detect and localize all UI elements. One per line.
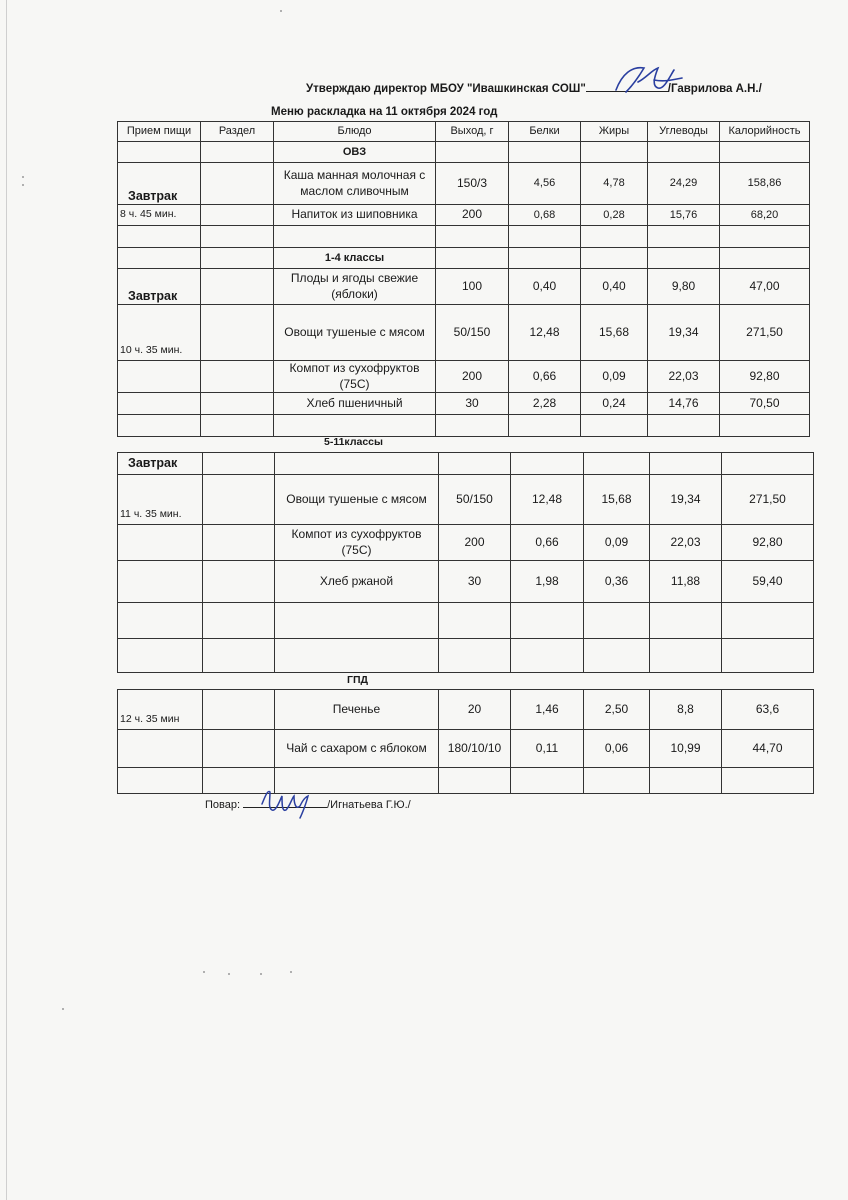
meal-name: Завтрак <box>118 453 203 475</box>
carbs-cell: 15,76 <box>648 205 720 226</box>
dish-name: Компот из сухофруктов (75С) <box>274 361 436 393</box>
fat-cell: 0,40 <box>581 269 648 305</box>
fat-cell: 2,50 <box>584 690 650 730</box>
meal-time: 12 ч. 35 мин <box>118 690 203 730</box>
dish-name: Каша манная молочная с маслом сливочным <box>274 163 436 205</box>
yield-cell: 150/3 <box>436 163 509 205</box>
yield-cell: 50/150 <box>436 305 509 361</box>
table-row <box>118 205 810 226</box>
scan-speck <box>228 973 230 975</box>
cook-label: Повар: <box>205 799 241 811</box>
kcal-cell: 47,00 <box>720 269 810 305</box>
menu-table-gpd <box>117 689 814 794</box>
dish-name: Компот из сухофруктов (75С) <box>275 525 439 561</box>
kcal-cell: 63,6 <box>722 690 814 730</box>
section-title-5-11: 5-11классы <box>324 436 383 448</box>
fat-cell: 0,06 <box>584 730 650 768</box>
col-header: Выход, г <box>436 122 509 142</box>
dish-name: Овощи тушеные с мясом <box>274 305 436 361</box>
protein-cell: 0,66 <box>511 525 584 561</box>
protein-cell: 0,68 <box>509 205 581 226</box>
table-row <box>118 453 814 475</box>
cook-name: /Игнатьева Г.Ю./ <box>327 799 411 811</box>
table-row <box>118 163 810 205</box>
dish-name: Чай с сахаром с яблоком <box>275 730 439 768</box>
kcal-cell: 70,50 <box>720 393 810 415</box>
col-header: Прием пищи <box>118 122 201 142</box>
protein-cell: 0,40 <box>509 269 581 305</box>
scan-edge <box>6 0 7 1200</box>
dish-name: Овощи тушеные с мясом <box>275 475 439 525</box>
approval-line <box>306 81 762 95</box>
carbs-cell: 10,99 <box>650 730 722 768</box>
kcal-cell: 92,80 <box>720 361 810 393</box>
empty-row <box>118 639 814 673</box>
yield-cell: 50/150 <box>439 475 511 525</box>
fat-cell: 15,68 <box>581 305 648 361</box>
meal-time: 11 ч. 35 мин. <box>118 475 203 525</box>
protein-cell: 4,56 <box>509 163 581 205</box>
scan-speck <box>203 971 205 973</box>
protein-cell: 0,66 <box>509 361 581 393</box>
meal-name: Завтрак <box>118 163 201 205</box>
carbs-cell: 9,80 <box>648 269 720 305</box>
protein-cell: 0,11 <box>511 730 584 768</box>
meal-time: 8 ч. 45 мин. <box>118 205 201 226</box>
col-header: Блюдо <box>274 122 436 142</box>
table-row <box>118 269 810 305</box>
scan-speck <box>290 971 292 973</box>
table-header-row <box>118 122 810 142</box>
section-title-gpd: ГПД <box>347 674 368 686</box>
dish-name: Хлеб пшеничный <box>274 393 436 415</box>
fat-cell: 15,68 <box>584 475 650 525</box>
dish-name: Печенье <box>275 690 439 730</box>
yield-cell: 30 <box>436 393 509 415</box>
carbs-cell: 14,76 <box>648 393 720 415</box>
meal-time: 10 ч. 35 мин. <box>118 305 201 361</box>
yield-cell: 200 <box>436 361 509 393</box>
menu-table-main <box>117 121 810 437</box>
empty-row <box>118 603 814 639</box>
protein-cell: 1,46 <box>511 690 584 730</box>
empty-row <box>118 768 814 794</box>
kcal-cell: 68,20 <box>720 205 810 226</box>
yield-cell: 100 <box>436 269 509 305</box>
yield-cell: 20 <box>439 690 511 730</box>
fat-cell: 0,36 <box>584 561 650 603</box>
carbs-cell: 22,03 <box>650 525 722 561</box>
cook-signature <box>258 784 318 820</box>
table-row <box>118 525 814 561</box>
empty-row <box>118 415 810 437</box>
section-row-ovz <box>118 142 810 163</box>
fat-cell: 0,09 <box>581 361 648 393</box>
protein-cell: 12,48 <box>509 305 581 361</box>
menu-title: Меню раскладка на 11 октября 2024 год <box>271 106 498 118</box>
col-header: Белки <box>509 122 581 142</box>
section-row-1-4 <box>118 248 810 269</box>
yield-cell: 180/10/10 <box>439 730 511 768</box>
table-row <box>118 393 810 415</box>
carbs-cell: 11,88 <box>650 561 722 603</box>
fat-cell: 0,09 <box>584 525 650 561</box>
table-row <box>118 690 814 730</box>
kcal-cell: 92,80 <box>722 525 814 561</box>
col-header: Жиры <box>581 122 648 142</box>
col-header: Углеводы <box>648 122 720 142</box>
meal-name: Завтрак <box>118 269 201 305</box>
scan-speck <box>22 184 24 186</box>
section-title: ОВЗ <box>274 142 436 163</box>
dish-name: Хлеб ржаной <box>275 561 439 603</box>
protein-cell: 2,28 <box>509 393 581 415</box>
protein-cell: 12,48 <box>511 475 584 525</box>
carbs-cell: 19,34 <box>648 305 720 361</box>
table-row <box>118 730 814 768</box>
table-row <box>118 475 814 525</box>
section-title: 1-4 классы <box>274 248 436 269</box>
carbs-cell: 24,29 <box>648 163 720 205</box>
kcal-cell: 158,86 <box>720 163 810 205</box>
approve-text: Утверждаю директор МБОУ "Ивашкинская СОШ" <box>306 83 586 95</box>
director-name: /Гаврилова А.Н./ <box>667 83 762 95</box>
yield-cell: 200 <box>439 525 511 561</box>
scan-speck <box>62 1008 64 1010</box>
table-row <box>118 561 814 603</box>
menu-table-5-11 <box>117 452 814 673</box>
fat-cell: 4,78 <box>581 163 648 205</box>
scan-speck <box>22 176 24 178</box>
empty-row <box>118 226 810 248</box>
protein-cell: 1,98 <box>511 561 584 603</box>
col-header: Калорийность <box>720 122 810 142</box>
kcal-cell: 59,40 <box>722 561 814 603</box>
fat-cell: 0,24 <box>581 393 648 415</box>
kcal-cell: 271,50 <box>722 475 814 525</box>
carbs-cell: 22,03 <box>648 361 720 393</box>
dish-name: Напиток из шиповника <box>274 205 436 226</box>
kcal-cell: 271,50 <box>720 305 810 361</box>
carbs-cell: 19,34 <box>650 475 722 525</box>
kcal-cell: 44,70 <box>722 730 814 768</box>
yield-cell: 30 <box>439 561 511 603</box>
scan-speck <box>260 973 262 975</box>
table-row <box>118 305 810 361</box>
fat-cell: 0,28 <box>581 205 648 226</box>
yield-cell: 200 <box>436 205 509 226</box>
carbs-cell: 8,8 <box>650 690 722 730</box>
dish-name: Плоды и ягоды свежие (яблоки) <box>274 269 436 305</box>
scan-speck <box>280 10 282 12</box>
director-signature <box>608 60 688 100</box>
table-row <box>118 361 810 393</box>
col-header: Раздел <box>201 122 274 142</box>
